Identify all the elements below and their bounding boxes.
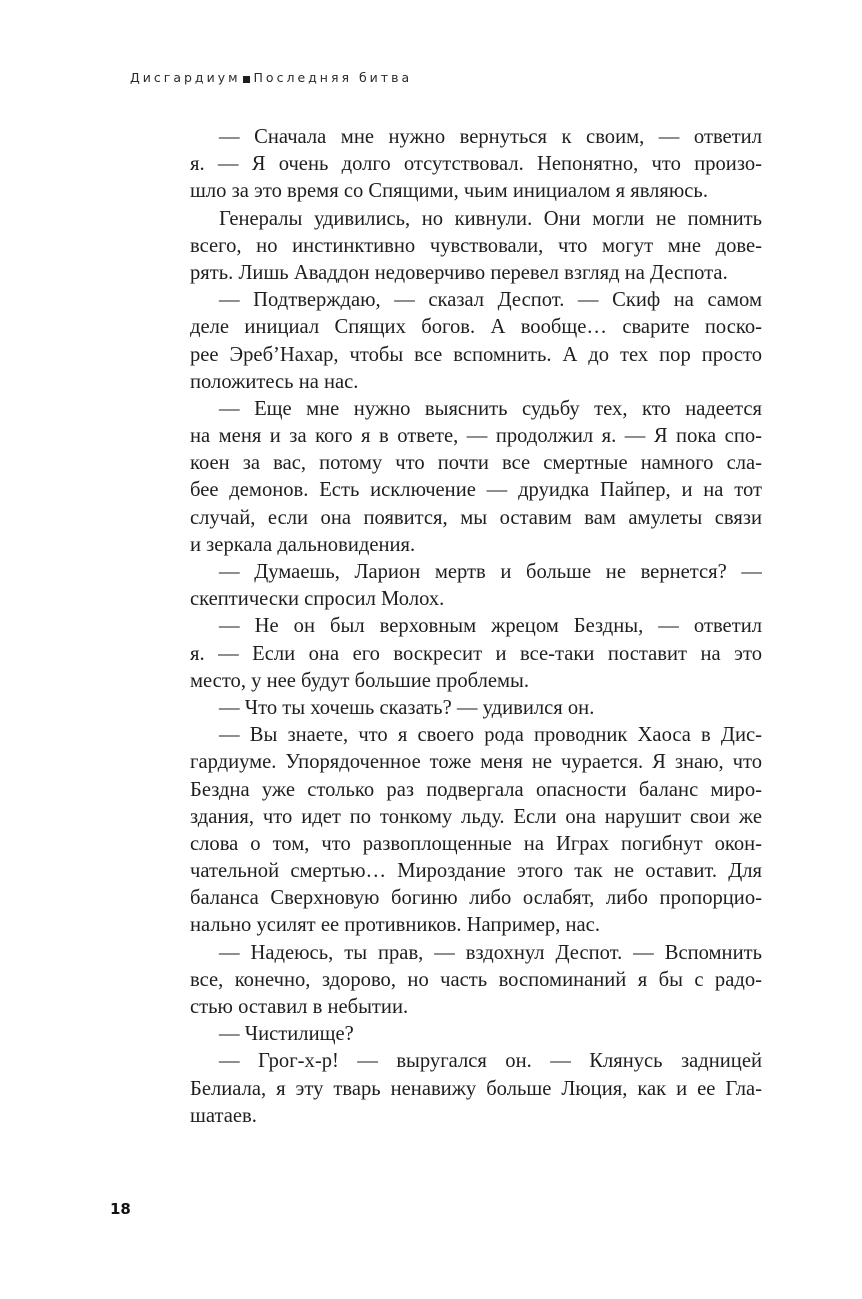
text-line: рять. Лишь Аваддон недоверчиво перевел взгляд на Деспота. xyxy=(190,261,728,284)
paragraph xyxy=(190,940,762,1022)
text-line: скептически спросил Молох. xyxy=(190,588,445,611)
paragraph xyxy=(190,124,762,206)
running-head xyxy=(130,70,412,85)
text-line: — Еще мне нужно выяснить судьбу тех, кто надеется xyxy=(219,397,762,420)
text-line: Белиала, я эту тварь ненавижу больше Люция, как и ее Гла- xyxy=(190,1077,762,1100)
running-head-book: Дисгардиум xyxy=(130,70,241,85)
text-line: Генералы удивились, но кивнули. Они могли не помнить xyxy=(219,207,762,230)
text-line: деле инициал Спящих богов. А вообще… сварите поско- xyxy=(190,316,762,339)
text-line: коен за вас, потому что почти все смертные намного сла- xyxy=(190,452,762,475)
text-line: на меня и за кого я в ответе, — продолжил я. — Я пока спо- xyxy=(190,425,762,448)
text-line: чательной смертью… Мироздание этого так не оставит. Для xyxy=(190,860,762,883)
text-line: — Грог-х-р! — выругался он. — Клянусь задницей xyxy=(219,1050,762,1073)
text-line: бее демонов. Есть исключение — друидка Пайпер, и на тот xyxy=(190,479,762,502)
paragraph xyxy=(190,287,762,396)
text-line: все, конечно, здорово, но часть воспоминаний я бы с радо- xyxy=(190,968,762,991)
text-line: я. — Я очень долго отсутствовал. Непонятно, что произо- xyxy=(190,153,762,176)
text-line: случай, если она появится, мы оставим вам амулеты связи xyxy=(190,506,762,529)
text-line: стью оставил в небытии. xyxy=(190,996,409,1018)
paragraph xyxy=(190,695,762,722)
text-line: я. — Если она его воскресит и все-таки поставит на это xyxy=(190,642,762,665)
text-line: — Надеюсь, ты прав, — вздохнул Деспот. — Вспомнить xyxy=(219,941,762,964)
paragraph xyxy=(190,559,762,613)
text-line: гардиуме. Упорядоченное тоже меня не чурается. Я знаю, что xyxy=(190,751,762,774)
paragraph xyxy=(190,722,762,940)
text-line: положитесь на нас. xyxy=(190,370,359,393)
text-line: — Подтверждаю, — сказал Деспот. — Скиф на самом xyxy=(219,289,762,312)
paragraph xyxy=(190,1021,762,1048)
text-line: шло за это время со Спящими, чьим инициалом я являюсь. xyxy=(190,180,708,203)
text-line: шатаев. xyxy=(190,1104,257,1127)
running-head-title: Последняя битва xyxy=(253,70,413,85)
text-line: слова о том, что развоплощенные на Играх погибнут окон- xyxy=(190,832,762,855)
text-line: — Что ты хочешь сказать? — удивился он. xyxy=(219,696,595,719)
paragraph xyxy=(190,1048,762,1130)
text-line: нально усилят ее противников. Например, нас. xyxy=(190,914,600,937)
text-line: место, у нее будут большие проблемы. xyxy=(190,669,530,692)
text-line: и зеркала дальновидения. xyxy=(190,533,416,556)
text-line: рее Эреб’Нахар, чтобы все вспомнить. А до тех пор просто xyxy=(190,343,762,366)
text-line: — Думаешь, Ларион мертв и больше не вернется? — xyxy=(219,561,762,583)
paragraph xyxy=(190,613,762,695)
paragraph xyxy=(190,396,762,559)
text-line: — Вы знаете, что я своего рода проводник Хаоса в Дис- xyxy=(219,724,762,747)
body-text xyxy=(190,124,762,1130)
text-line: всего, но инстинктивно чувствовали, что могут мне дове- xyxy=(190,234,762,257)
text-line: — Чистилище? xyxy=(219,1023,354,1046)
page-number: 18 xyxy=(110,1200,131,1218)
text-line: — Сначала мне нужно вернуться к своим, — ответил xyxy=(219,126,762,148)
text-line: баланса Сверхновую богиню либо ослабят, либо пропорцио- xyxy=(190,887,762,910)
text-line: здания, что идет по тонкому льду. Если она нарушит свои же xyxy=(190,805,762,828)
paragraph xyxy=(190,206,762,288)
text-line: — Не он был верховным жрецом Бездны, — ответил xyxy=(219,615,762,638)
square-separator-icon xyxy=(243,76,250,83)
text-line: Бездна уже столько раз подвергала опасности баланс миро- xyxy=(190,778,762,801)
